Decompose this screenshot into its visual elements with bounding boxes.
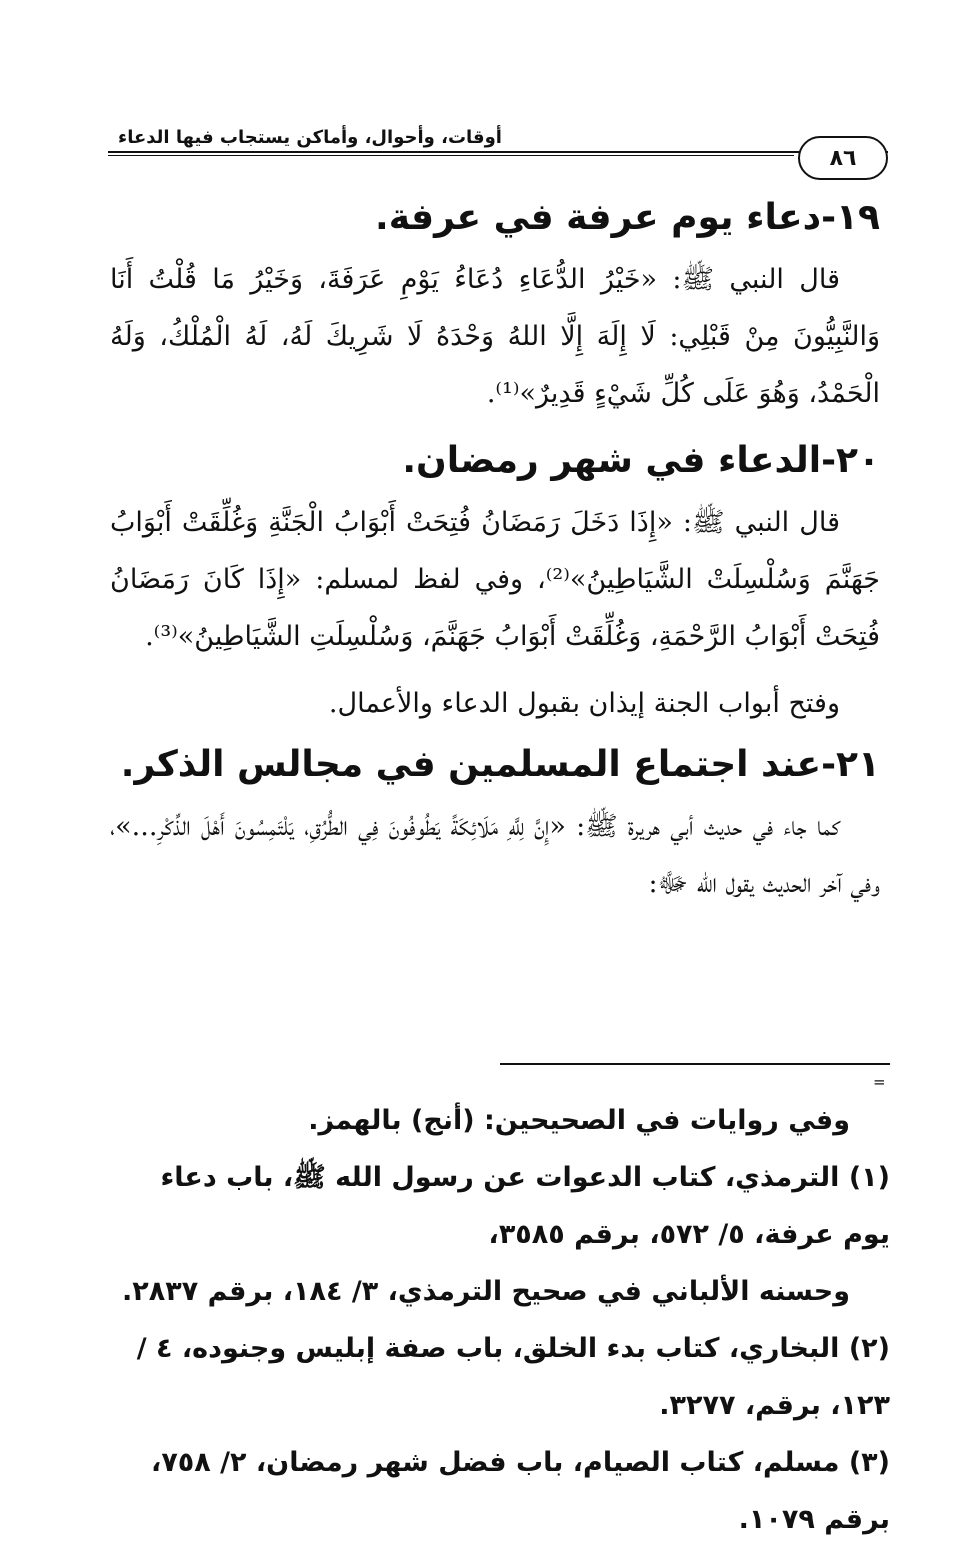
footnote-separator bbox=[500, 1063, 890, 1065]
footnote-text: البخاري، كتاب بدء الخلق، باب صفة إبليس وجنوده، ٤ / ١٢٣، برقم، ٣٢٧٧. bbox=[136, 1333, 890, 1421]
footnote-1 bbox=[110, 1149, 890, 1263]
main-text bbox=[110, 185, 880, 912]
section-heading-19: ١٩-دعاء يوم عرفة في عرفة. bbox=[375, 197, 880, 238]
paragraph: قال النبي ﷺ: «إِذَا دَخَلَ رَمَضَانُ فُتِحَتْ أَبْوَابُ الْجَنَّةِ وَغُلِّقَتْ أَبْوَابُ جَهَنَّمَ وَسُلْسِلَتْ الشَّيَاطِينُ»⁽²⁾، وفي لفظ لمسلم: «إِذَا كَانَ رَمَضَانُ فُتِحَتْ أَبْوَابُ الرَّحْمَةِ، وَغُلِّقَتْ أَبْوَابُ جَهَنَّمَ، وَسُلْسِلَتِ الشَّيَاطِينُ»⁽³⁾. bbox=[110, 507, 881, 652]
footnote-text: مسلم، كتاب الصيام، باب فضل شهر رمضان، ٢/ ٧٥٨، برقم ١٠٧٩. bbox=[151, 1447, 890, 1535]
section-heading-20: ٢٠-الدعاء في شهر رمضان. bbox=[402, 440, 880, 481]
running-title: أوقات، وأحوال، وأماكن يستجاب فيها الدعاء bbox=[118, 127, 502, 148]
paragraph: وفتح أبواب الجنة إيذان بقبول الدعاء والأعمال. bbox=[328, 688, 840, 719]
page-number: ٨٦ bbox=[798, 136, 888, 180]
section-heading-21: ٢١-عند اجتماع المسلمين في مجالس الذكر. bbox=[120, 744, 880, 785]
footnote-number: (٣) bbox=[848, 1447, 890, 1478]
paragraph: كما جاء في حديث أبي هريرة ﷺ: «إِنَّ لِلَّهِ مَلَائِكَةً يَطُوفُونَ فِي الطُّرُقِ، يَلْتَمِسُونَ أَهْلَ الذِّكْرِ...»، وفي آخر الحديث يقول الله ﷻ: bbox=[110, 811, 880, 899]
footnote-text: الترمذي، كتاب الدعوات عن رسول الله ﷺ، باب دعاء يوم عرفة، ٥/ ٥٧٢، برقم ٣٥٨٥، bbox=[160, 1162, 890, 1250]
footnote-2 bbox=[110, 1320, 890, 1434]
footnote-1-continued: وحسنه الألباني في صحيح الترمذي، ٣/ ١٨٤، برقم ٢٨٣٧. bbox=[121, 1276, 850, 1307]
footnotes bbox=[110, 1092, 890, 1548]
footnote-number: (١) bbox=[848, 1162, 890, 1193]
page-header bbox=[108, 127, 888, 190]
footnote-3 bbox=[110, 1434, 890, 1548]
header-rule-thin bbox=[108, 155, 794, 156]
footnote-continuation-mark: = bbox=[873, 1073, 886, 1091]
footnote-continuation: وفي روايات في الصحيحين: (أنج) بالهمز. bbox=[308, 1105, 850, 1136]
paragraph: قال النبي ﷺ: «خَيْرُ الدُّعَاءِ دُعَاءُ يَوْمِ عَرَفَةَ، وَخَيْرُ مَا قُلْتُ أَنَا وَالنَّبِيُّونَ مِنْ قَبْلِي: لَا إِلَهَ إِلَّا اللهُ وَحْدَهُ لَا شَرِيكَ لَهُ، لَهُ الْمُلْكُ، وَلَهُ الْحَمْدُ، وَهُوَ عَلَى كُلِّ شَيْءٍ قَدِيرٌ»⁽¹⁾. bbox=[110, 264, 880, 409]
footnote-number: (٢) bbox=[848, 1333, 890, 1364]
header-rule bbox=[108, 151, 888, 153]
